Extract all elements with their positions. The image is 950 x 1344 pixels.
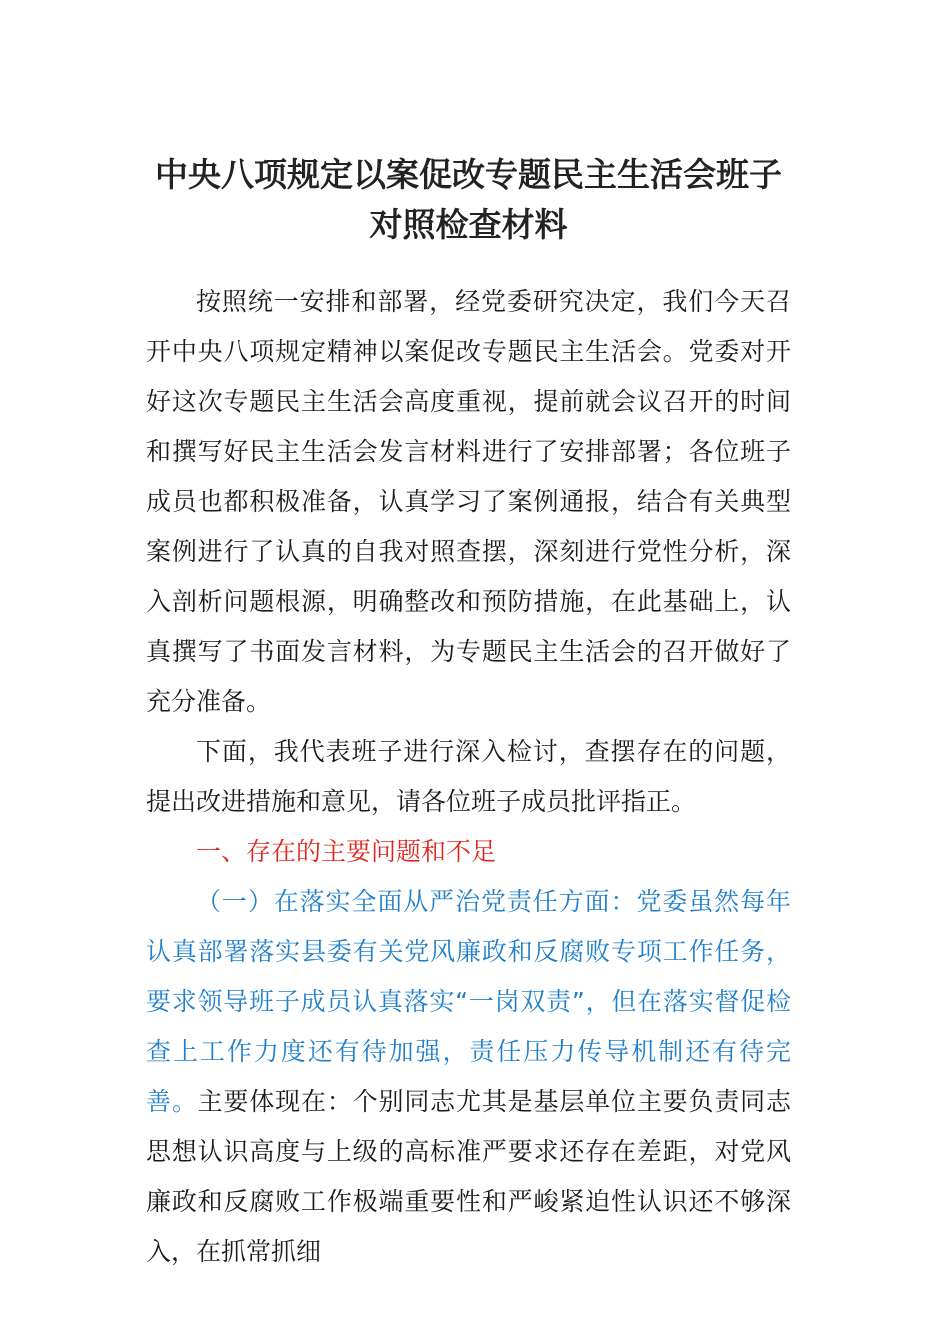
subsection-heading: （一）在落实全面从严治党责任方面：党委虽然每年认真部署落实县委有关党风廉政和反腐败专项工作任务，要求领导班子成员认真落实“一岗双责”，但在落实督促检查上工作力度还有待加强，责任压力传导机制还有待完善。 xyxy=(146,887,791,1116)
document-title xyxy=(146,150,791,250)
document-body xyxy=(146,277,791,1277)
document-page xyxy=(146,150,791,1277)
section-heading: 一、存在的主要问题和不足 xyxy=(196,837,497,866)
subsection-body: 主要体现在：个别同志尤其是基层单位主要负责同志思想认识高度与上级的高标准严要求还存在差距，对党风廉政和反腐败工作极端重要性和严峻紧迫性认识还不够深入，在抓常抓细 xyxy=(146,1087,791,1266)
intro-paragraph: 按照统一安排和部署，经党委研究决定，我们今天召开中央八项规定精神以案促改专题民主生活会。党委对开好这次专题民主生活会高度重视，提前就会议召开的时间和撰写好民主生活会发言材料进行了安排部署；各位班子成员也都积极准备，认真学习了案例通报，结合有关典型案例进行了认真的自我对照查摆，深刻进行党性分析，深入剖析问题根源，明确整改和预防措施，在此基础上，认真撰写了书面发言材料，为专题民主生活会的召开做好了充分准备。 xyxy=(146,287,791,716)
title-line-1: 中央八项规定以案促改专题民主生活会班子 xyxy=(155,155,782,194)
title-line-2: 对照检查材料 xyxy=(369,205,568,244)
review-paragraph: 下面，我代表班子进行深入检讨，查摆存在的问题，提出改进措施和意见，请各位班子成员批评指正。 xyxy=(146,737,791,816)
subsection-paragraph xyxy=(146,877,791,1277)
